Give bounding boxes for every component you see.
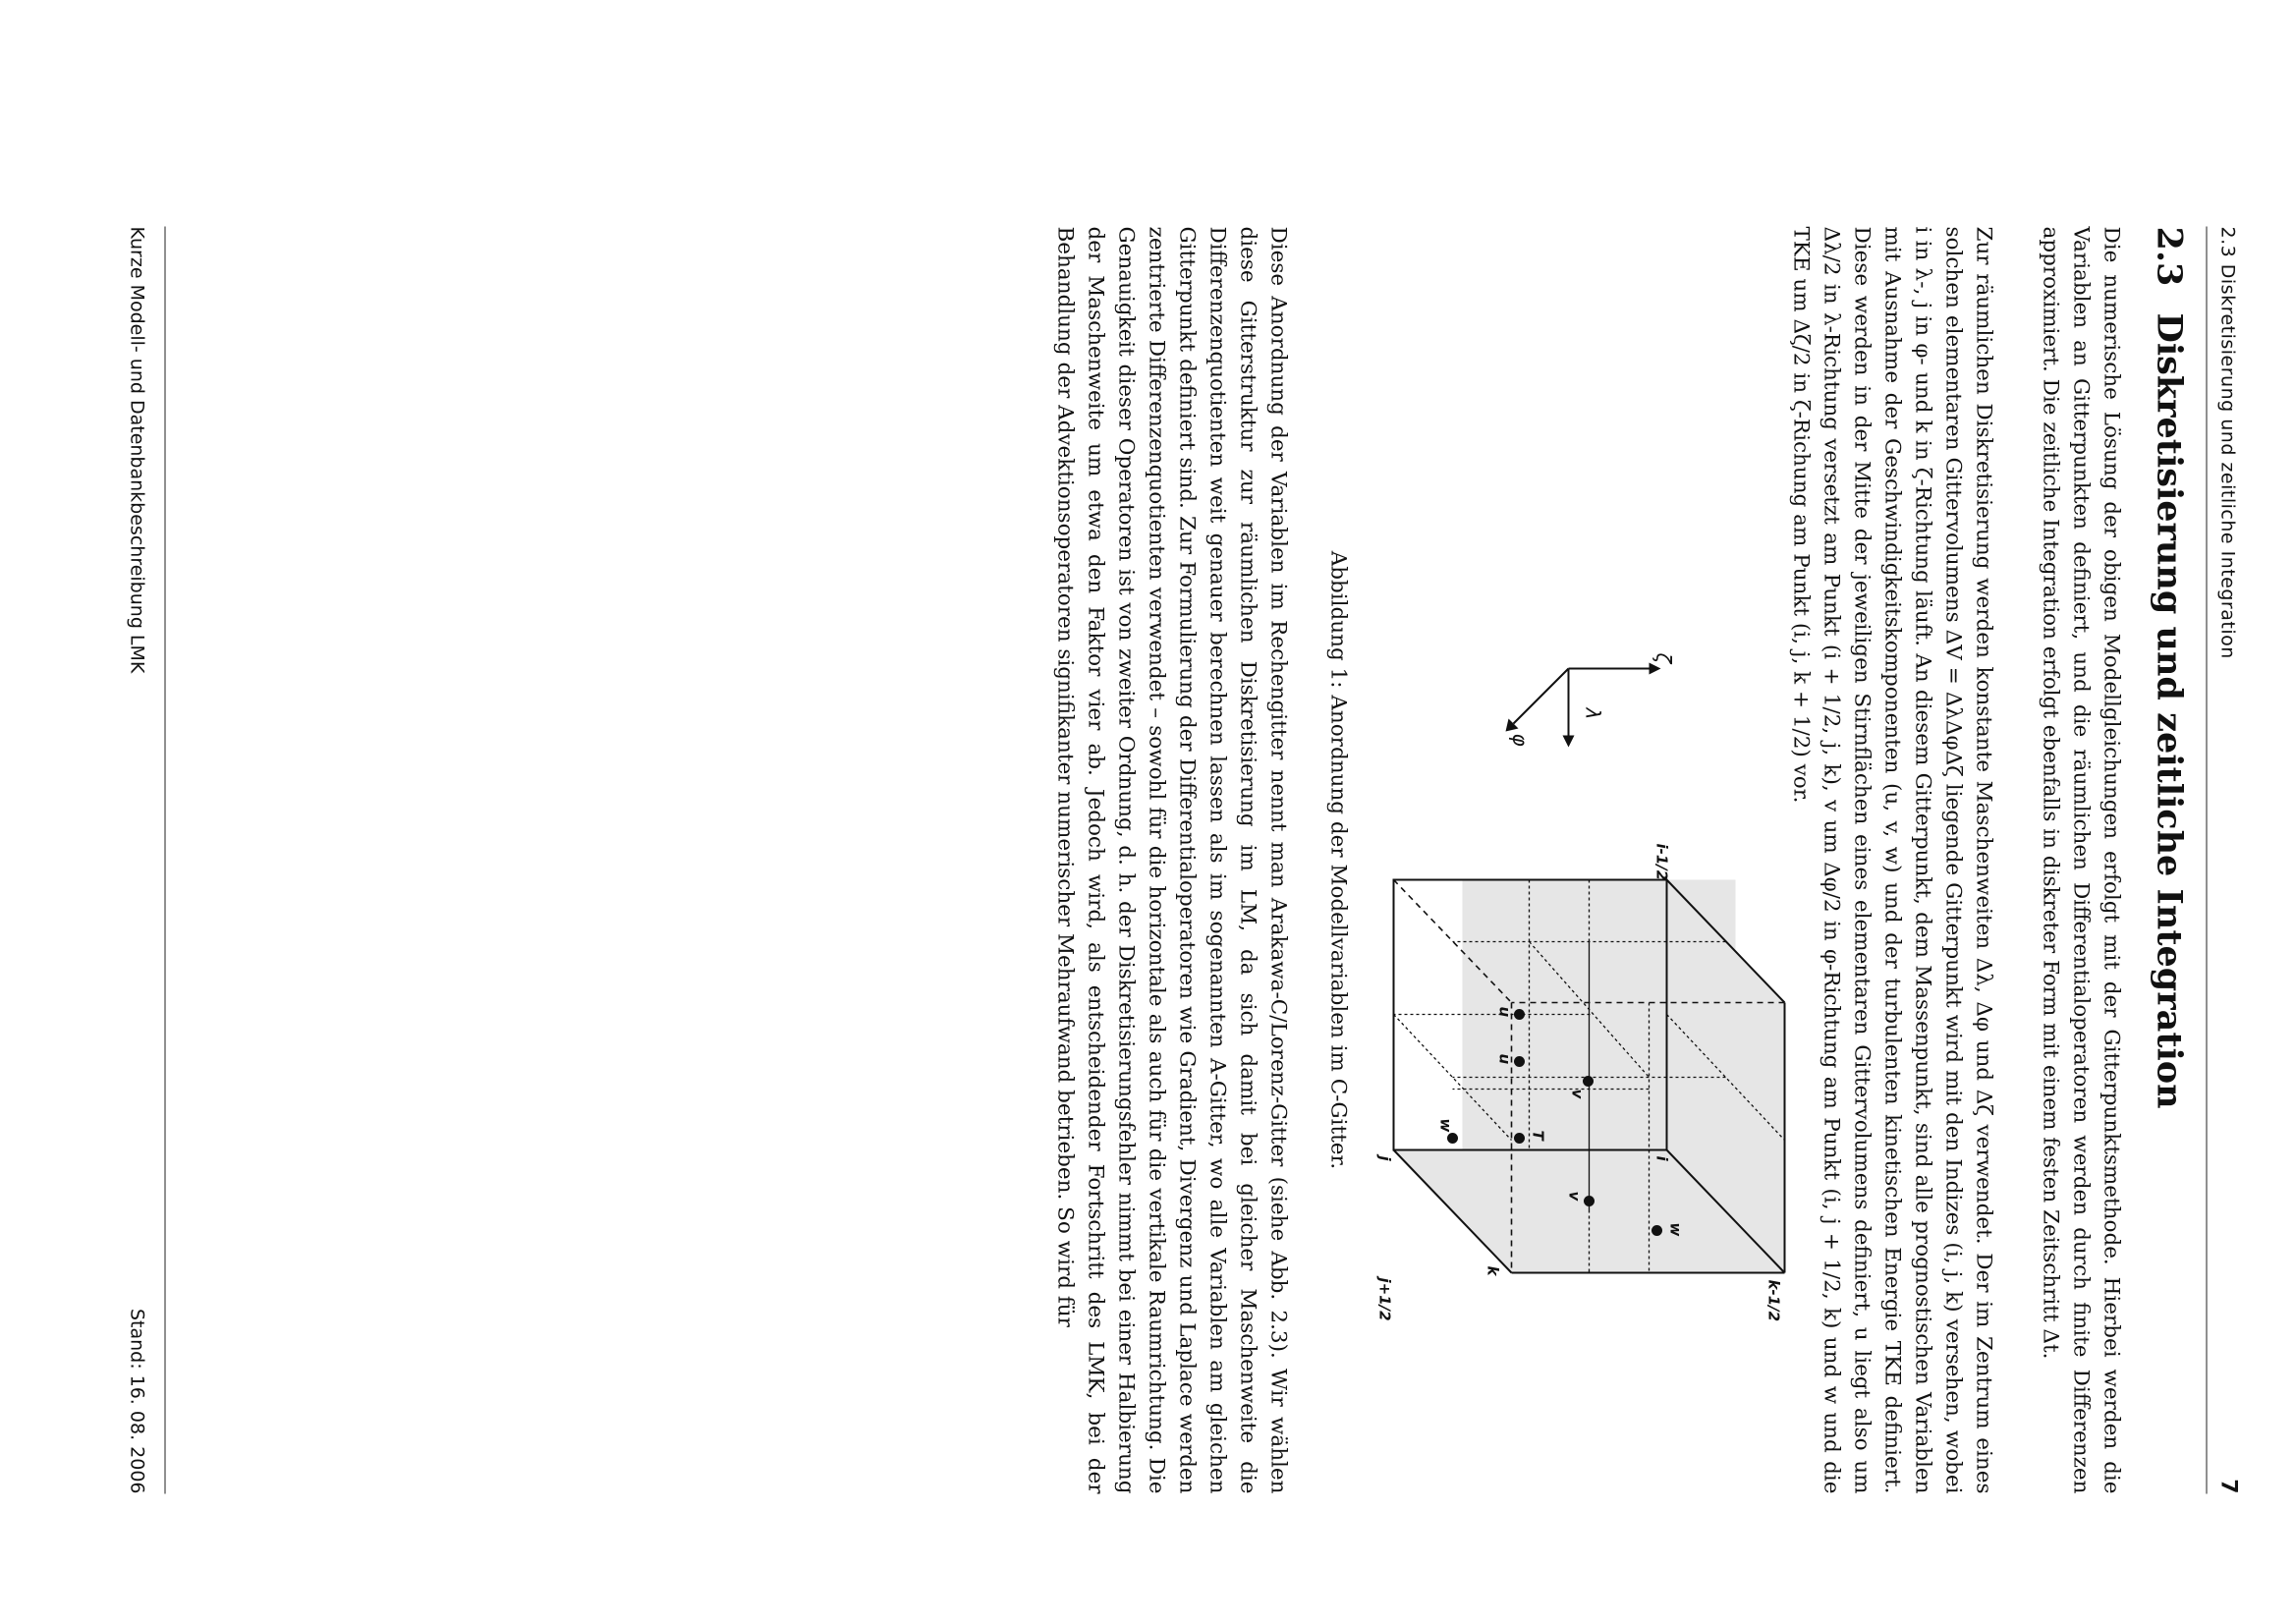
axis-lambda-arrowhead (1562, 735, 1574, 747)
paragraph: Die numerische Lösung der obigen Modellgleichungen erfolgt mit der Gitterpunktsmethode. Hierbei werden die Variablen an Gitterpunkten definiert, und die räumlichen Differentialoperatoren werden durch finite Differenzen approximiert. Die zeitliche Integration erfolgt ebenfalls in diskreter Form mit einem festen Zeitschritt Δt. (2038, 226, 2123, 1493)
figure-caption: Abbildung 1: Anordnung der Modellvariablen im C-Gitter. (1325, 550, 1350, 1169)
label-v-front: v (1565, 1191, 1583, 1201)
header-rule (2206, 226, 2207, 1493)
axis-label-phi: φ (1508, 733, 1532, 747)
axis-phi (1513, 668, 1568, 723)
section-heading (2146, 226, 2191, 1493)
label-u-right: u (1495, 1006, 1513, 1017)
axis-zeta-arrowhead (1649, 662, 1660, 674)
running-header (2211, 226, 2244, 1493)
label-u-left: u (1495, 1053, 1513, 1064)
paragraph: Diese Anordnung der Variablen im Rechengitter nennt man Arakawa-C/Lorenz-Gitter (siehe Abb. 2.3). Wir wählen diese Gitterstruktur zur räumlichen Diskretisierung im LM, da sich damit bei gleicher Maschenweite die Differenzenquotienten weit genauer berechnen lassen als im sogenannten A-Gitter, wo alle Variablen am gleichen Gitterpunkt definiert sind. Zur Formulierung der Differentialoperatoren wie Gradient, Divergenz und Laplace werden zentrierte Differenzenquotienten verwendet – sowohl für die horizontale als auch für die vertikale Raumrichtung. Die Genauigkeit dieser Operatoren ist von zweiter Ordnung, d. h. der Diskretisierungsfehler nimmt bei einer Halbierung der Maschenweite um etwa den Faktor vier ab. Jedoch wird, als entscheidender Fortschritt des LMK, bei der Behandlung der Advektionsoperatoren signifikanter numerischer Mehraufwand betrieben. So wird für (1052, 226, 1290, 1493)
running-footer (120, 226, 153, 1493)
grid-point-w-bottom (1447, 1133, 1458, 1144)
label-i-minus-half: i-1/2 (1652, 843, 1670, 880)
footer-date: Stand: 16. 08. 2006 (126, 1308, 147, 1493)
section-title: Diskretisierung und zeitliche Integration (2149, 312, 2189, 1109)
axis-label-lambda: λ (1581, 707, 1604, 719)
label-i: i (1652, 1155, 1670, 1161)
section-number: 2.3 (2149, 226, 2189, 286)
page-number: 7 (2215, 1478, 2240, 1493)
label-v-back: v (1568, 1089, 1586, 1098)
c-grid-diagram (1375, 531, 1814, 1375)
label-j-plus-half: j+1/2 (1375, 1277, 1393, 1321)
label-w-top: w (1666, 1222, 1684, 1236)
c-grid-figure (1375, 531, 1814, 1375)
label-T-center: T (1529, 1130, 1546, 1141)
label-k-minus-half: k-1/2 (1764, 1279, 1782, 1321)
header-section-ref: 2.3 Diskretisierung und zeitliche Integration (2216, 226, 2238, 659)
footer-rule (164, 226, 165, 1493)
label-j: j (1375, 1155, 1393, 1161)
label-k: k (1483, 1265, 1501, 1275)
axis-label-zeta: ζ (1651, 652, 1675, 663)
footer-document-title: Kurze Modell- und Datenbankbeschreibung LMK (126, 226, 147, 673)
label-w-bottom: w (1436, 1118, 1454, 1132)
paragraph: Zur räumlichen Diskretisierung werden konstante Maschenweiten Δλ, Δφ und Δζ verwendet. Der im Zentrum eines solchen elementaren Gittervolumens ΔV = ΔλΔφΔζ liegende Gitterpunkt wird mit den Indizes (i, j, k) versehen, wobei i in λ-, j in φ- und k in ζ-Richtung läuft. An diesem Gitterpunkt, dem Massenpunkt, sind alle prognostischen Variablen mit Ausnahme der Geschwindigkeitskomponenten (u, v, w) und der turbulenten kinetischen Energie TKE definiert. Diese werden in der Mitte der jeweiligen Stirnflächen eines elementaren Gittervolumens definiert, u liegt also um Δλ/2 in λ-Richtung versetzt am Punkt (i + 1/2, j, k), v um Δφ/2 in φ-Richtung am Punkt (i, j + 1/2, k) und w und die TKE um Δζ/2 in ζ-Richung am Punkt (i, j, k + 1/2) vor. (1788, 226, 1995, 1493)
